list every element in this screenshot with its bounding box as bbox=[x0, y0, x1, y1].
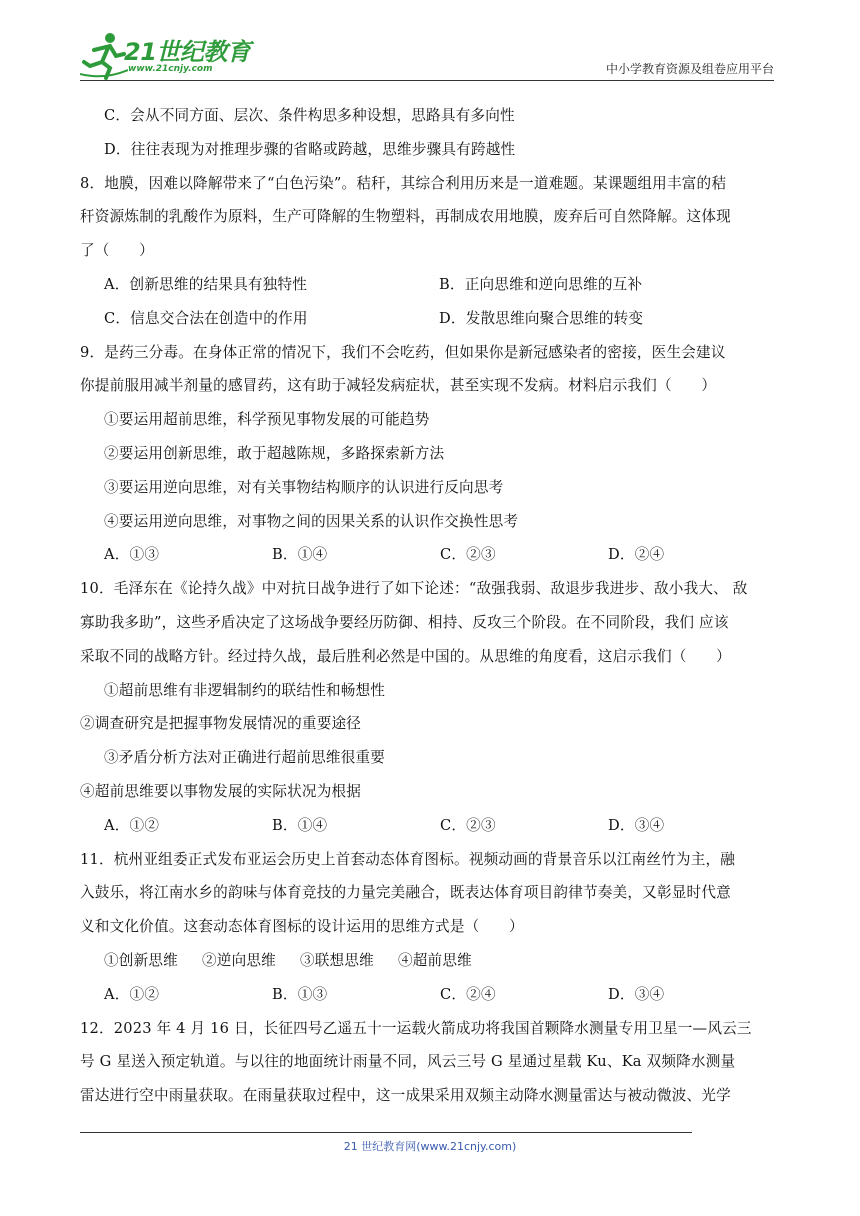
text-line: ④要运用逆向思维，对事物之间的因果关系的认识作交换性思考 bbox=[104, 512, 519, 530]
text-line: ④超前思维要以事物发展的实际状况为根据 bbox=[80, 782, 362, 800]
text-line: 入鼓乐，将江南水乡的韵味与体育竞技的力量完美融合，既表达体育项目韵律节奏美，又彰显时代意 bbox=[80, 884, 731, 902]
footer-divider bbox=[80, 1132, 692, 1133]
answer-option: D．③④ bbox=[608, 816, 665, 834]
text-line: 采取不同的战略方针。经过持久战，最后胜利必然是中国的。从思维的角度看，这启示我们（ ） bbox=[80, 647, 731, 665]
answer-options bbox=[80, 268, 780, 302]
answer-option: A．①③ bbox=[104, 546, 160, 564]
runner-logo-icon bbox=[80, 30, 128, 80]
site-logo[interactable] bbox=[80, 30, 260, 82]
text-line: ①要运用超前思维，科学预见事物发展的可能趋势 bbox=[104, 411, 430, 429]
text-line: 秆资源炼制的乳酸作为原料，生产可降解的生物塑料，再制成农用地膜，废弃后可自然降解。这体现 bbox=[80, 208, 731, 226]
answer-option: C．②④ bbox=[440, 985, 496, 1003]
question-body bbox=[80, 99, 780, 1113]
text-line: ①超前思维有非逻辑制约的联结性和畅想性 bbox=[104, 681, 386, 699]
statement-options bbox=[80, 944, 780, 978]
answer-option: B．①③ bbox=[272, 985, 328, 1003]
answer-options bbox=[80, 809, 780, 843]
text-line: D．往往表现为对推理步骤的省略或跨越，思维步骤具有跨越性 bbox=[104, 140, 516, 158]
answer-option: C．信息交合法在创造中的作用 bbox=[104, 309, 308, 327]
text-line: ③要运用逆向思维，对有关事物结构顺序的认识进行反向思考 bbox=[104, 478, 504, 496]
page-header bbox=[0, 0, 860, 90]
text-line: 9．是药三分毒。在身体正常的情况下，我们不会吃药，但如果你是新冠感染者的密接，医生会建议 bbox=[80, 343, 726, 361]
answer-option: A．①② bbox=[104, 985, 160, 1003]
logo-url: www.21cnjy.com bbox=[128, 64, 213, 74]
text-line: 11．杭州亚组委正式发布亚运会历史上首套动态体育图标。视频动画的背景音乐以江南丝竹为主，融 bbox=[80, 850, 736, 868]
statement-option: ②逆向思维 bbox=[201, 951, 276, 969]
answer-option: D．②④ bbox=[608, 546, 665, 564]
text-line: C．会从不同方面、层次、条件构思多种设想，思路具有多向性 bbox=[104, 107, 515, 124]
answer-option: C．②③ bbox=[440, 546, 496, 564]
answer-option: B．①④ bbox=[272, 816, 328, 834]
text-line: ③矛盾分析方法对正确进行超前思维很重要 bbox=[104, 749, 386, 767]
platform-caption: 中小学教育资源及组卷应用平台 bbox=[605, 62, 774, 76]
text-line: 寡助我多助”，这些矛盾决定了这场战争要经历防御、相持、反攻三个阶段。在不同阶段，我们 应该 bbox=[80, 613, 729, 631]
answer-option: A．创新思维的结果具有独特性 bbox=[104, 275, 308, 293]
answer-option: A．①② bbox=[104, 816, 160, 834]
text-line: ②调查研究是把握事物发展情况的重要途径 bbox=[80, 715, 362, 733]
text-line: ②要运用创新思维，敢于超越陈规，多路探索新方法 bbox=[104, 444, 445, 462]
text-line: 雷达进行空中雨量获取。在雨量获取过程中，这一成果采用双频主动降水测量雷达与被动微波、光学 bbox=[80, 1087, 731, 1105]
text-line: 义和文化价值。这套动态体育图标的设计运用的思维方式是（ ） bbox=[80, 918, 524, 936]
text-line: 你提前服用减半剂量的感冒药，这有助于减轻发病症状，甚至实现不发病。材料启示我们（ ） bbox=[80, 377, 717, 395]
answer-option: D．③④ bbox=[608, 985, 665, 1003]
text-line: 8．地膜，因难以降解带来了“白色污染”。秸秆，其综合利用历来是一道难题。某课题组用丰富的秸 bbox=[80, 174, 727, 192]
answer-option: B．正向思维和逆向思维的互补 bbox=[439, 275, 643, 293]
statement-option: ③联想思维 bbox=[299, 951, 374, 969]
text-line: 12．2023 年 4 月 16 日，长征四号乙遥五十一运载火箭成功将我国首颗降水测量专用卫星一—风云三 bbox=[80, 1019, 752, 1037]
answer-option: D．发散思维向聚合思维的转变 bbox=[439, 309, 644, 327]
text-line: 10．毛泽东在《论持久战》中对抗日战争进行了如下论述：“敌强我弱、敌退步我进步、敌小我大、 敌 bbox=[80, 580, 748, 598]
answer-options bbox=[80, 538, 780, 572]
header-divider bbox=[80, 80, 774, 81]
answer-option: B．①④ bbox=[272, 546, 328, 564]
text-line: 号 G 星送入预定轨道。与以往的地面统计雨量不同，风云三号 G 星通过星载 Ku、Ka 双频降水测量 bbox=[80, 1053, 736, 1071]
footer-source[interactable]: 21 世纪教育网(www.21cnjy.com) bbox=[343, 1140, 517, 1153]
statement-option: ④超前思维 bbox=[397, 951, 472, 969]
answer-option: C．②③ bbox=[440, 816, 496, 834]
answer-options bbox=[80, 302, 780, 336]
text-line: 了（ ） bbox=[80, 242, 154, 260]
statement-option: ①创新思维 bbox=[104, 951, 178, 969]
logo-title: 21世纪教育 bbox=[124, 38, 251, 66]
answer-options bbox=[80, 978, 780, 1012]
